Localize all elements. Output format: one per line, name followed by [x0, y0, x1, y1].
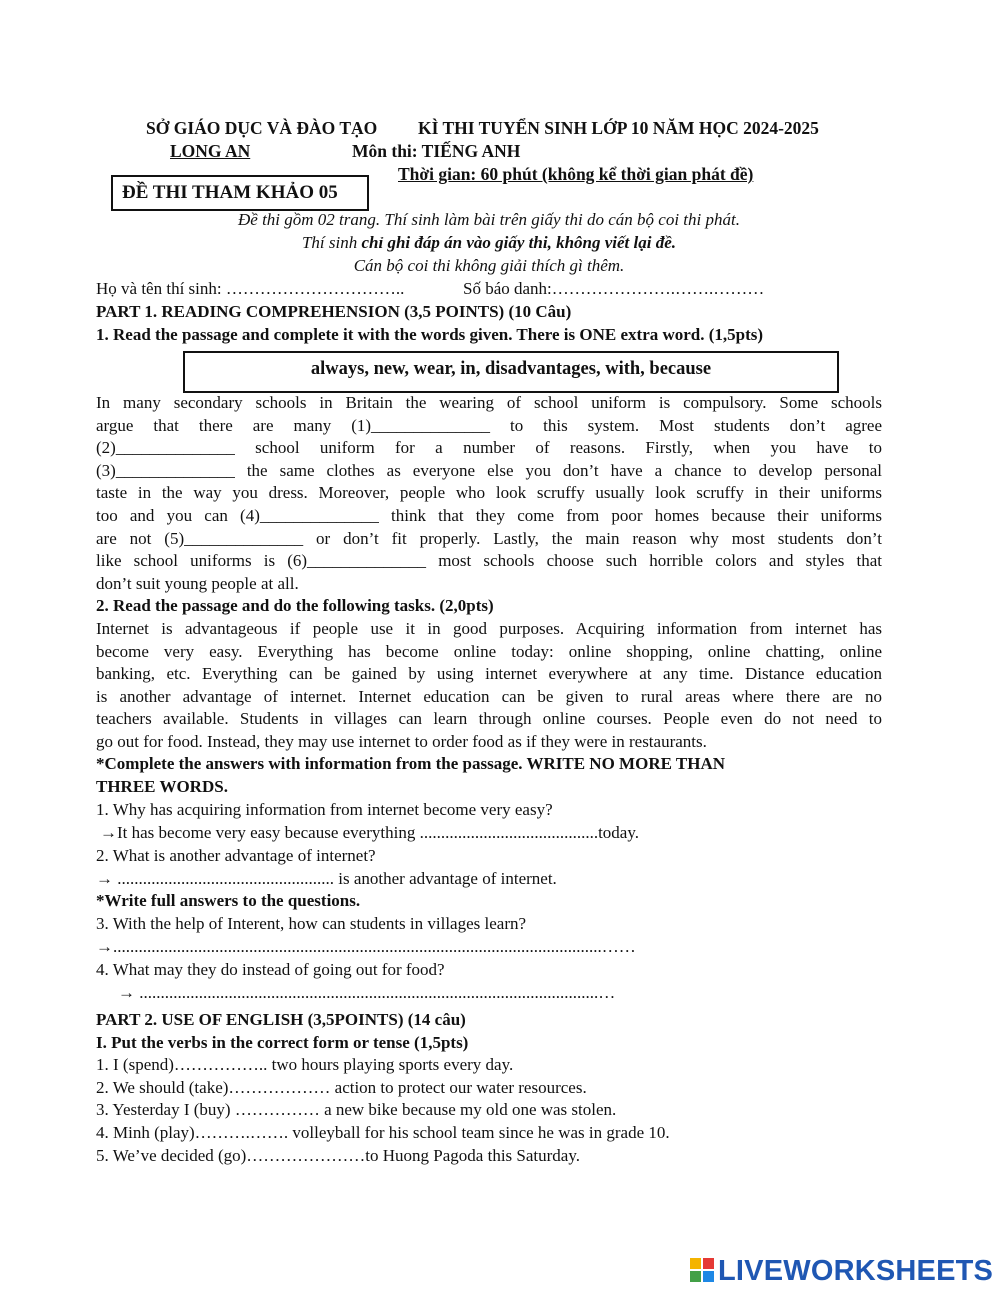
candidate-name-field[interactable]: Họ và tên thí sinh: ………………………….. [96, 279, 405, 298]
question-3: 3. With the help of Interent, how can students in villages learn? [96, 914, 527, 933]
passage2-line: become very easy. Everything has become online today: online shopping, online chatting, online [96, 641, 882, 661]
word-bank: always, new, wear, in, disadvantages, with, because [310, 359, 712, 379]
instruction-line-2 [96, 232, 882, 255]
verb-item-3[interactable]: 3. Yesterday I (buy) …………… a new bike because my old one was stolen. [96, 1100, 617, 1119]
passage2-line: is another advantage of internet. Internet education can be given to rural areas where there are no [96, 686, 882, 706]
part2-section1-title: I. Put the verbs in the correct form or tense (1,5pts) [96, 1033, 469, 1052]
verb-item-2[interactable]: 2. We should (take)……………… action to protect our water resources. [96, 1078, 587, 1097]
liveworksheets-wordmark: LIVEWORKSHEETS [718, 1255, 994, 1287]
part1-title: PART 1. READING COMPREHENSION (3,5 POINTS) (10 Câu) [96, 302, 572, 321]
arrow-icon: → [118, 983, 135, 1002]
complete-instruction-2: THREE WORDS. [96, 777, 228, 796]
passage1-line-gap4[interactable]: too and you can (4)______________ think that they come from poor homes because their uniforms [96, 505, 882, 525]
passage2-line: go out for food. Instead, they may use internet to order food as if they were in restaurants. [96, 731, 707, 751]
passage1-line: don’t suit young people at all. [96, 573, 299, 593]
answer-4[interactable]: ............................................................................................................… [139, 983, 616, 1002]
arrow-icon: → [100, 823, 117, 842]
exam-code-box [111, 175, 369, 211]
passage1-line-gap2[interactable]: (2)______________ school uniform for a number of reasons. Firstly, when you have to [96, 438, 882, 458]
passage1-line: In many secondary schools in Britain the wearing of school uniform is compulsory. Some schools [96, 393, 882, 412]
answer-3-line[interactable] [96, 936, 636, 959]
verb-item-4[interactable]: 4. Minh (play)……….……. volleyball for his school team since he was in grade 10. [96, 1123, 670, 1142]
passage2-line: Internet is advantageous if people use it in good purposes. Acquiring information from internet has [96, 619, 882, 638]
instruction-line-2b: chỉ ghi đáp án vào giấy thi, không viết lại đề. [361, 233, 677, 252]
verb-item-1[interactable]: 1. I (spend)…………….. two hours playing sports every day. [96, 1055, 514, 1074]
header-subject: Môn thi: TIẾNG ANH [352, 141, 521, 161]
answer-1[interactable]: It has become very easy because everything ..........................................today. [117, 823, 639, 842]
arrow-icon: → [96, 869, 113, 888]
answer-1-line[interactable] [100, 822, 639, 845]
instruction-line-3: Cán bộ coi thi không giải thích gì thêm. [353, 256, 625, 275]
task2-title: 2. Read the passage and do the following tasks. (2,0pts) [96, 596, 494, 615]
passage1-line: taste in the way you dress. Moreover, people who look scruffy usually look scruffy in their uniforms [96, 483, 882, 503]
answer-3[interactable]: ...................................................................................................................…… [113, 937, 636, 956]
passage-1 [96, 392, 882, 595]
arrow-icon: → [96, 937, 113, 956]
passage1-line-gap3[interactable]: (3)______________ the same clothes as everyone else you don’t have a chance to develop personal [96, 460, 882, 480]
passage-2 [96, 618, 882, 754]
part2-title: PART 2. USE OF ENGLISH (3,5POINTS) (14 câu) [96, 1010, 466, 1029]
question-2: 2. What is another advantage of internet? [96, 846, 376, 865]
answer-4-line[interactable] [118, 982, 615, 1005]
passage1-line-gap6[interactable]: like school uniforms is (6)______________ most schools choose such horrible colors and styles that [96, 551, 882, 571]
header-province: LONG AN [170, 141, 251, 161]
answer-2-line[interactable] [96, 868, 557, 891]
passage1-line-gap1[interactable]: argue that there are many (1)______________ to this system. Most students don’t agree [96, 415, 882, 435]
passage2-line: teachers available. Students in villages can learn through online courses. People even do not need to [96, 709, 882, 729]
header-time: Thời gian: 60 phút (không kể thời gian phát đề) [398, 164, 754, 184]
complete-instruction-1: *Complete the answers with information from the passage. WRITE NO MORE THAN [96, 754, 725, 773]
full-answer-instruction: *Write full answers to the questions. [96, 891, 361, 910]
liveworksheets-logo-icon [690, 1258, 716, 1284]
word-bank-box [183, 351, 839, 393]
answer-2[interactable]: ................................................... is another advantage of internet. [117, 869, 557, 888]
passage2-line: banking, etc. Everything can be gained by using internet everywhere at any time. Distance education [96, 664, 882, 684]
header-department: SỞ GIÁO DỤC VÀ ĐÀO TẠO [146, 118, 378, 138]
passage1-line-gap5[interactable]: are not (5)______________ or don’t fit properly. Lastly, the main reason why most students don’t [96, 528, 882, 548]
instruction-line-1: Đề thi gồm 02 trang. Thí sinh làm bài trên giấy thi do cán bộ coi thi phát. [238, 210, 740, 229]
exam-code: ĐỀ THI THAM KHẢO 05 [122, 182, 338, 203]
candidate-number-field[interactable]: Số báo danh:………………….…….……… [463, 279, 765, 298]
task1-title: 1. Read the passage and complete it with the words given. There is ONE extra word. (1,5pts) [96, 325, 764, 344]
verb-item-5[interactable]: 5. We’ve decided (go)…………………to Huong Pagoda this Saturday. [96, 1146, 580, 1165]
question-4: 4. What may they do instead of going out for food? [96, 960, 445, 979]
question-1: 1. Why has acquiring information from internet become very easy? [96, 800, 553, 819]
instruction-line-2a: Thí sinh [301, 233, 362, 252]
header-exam-title: KÌ THI TUYỂN SINH LỚP 10 NĂM HỌC 2024-2025 [418, 118, 819, 138]
